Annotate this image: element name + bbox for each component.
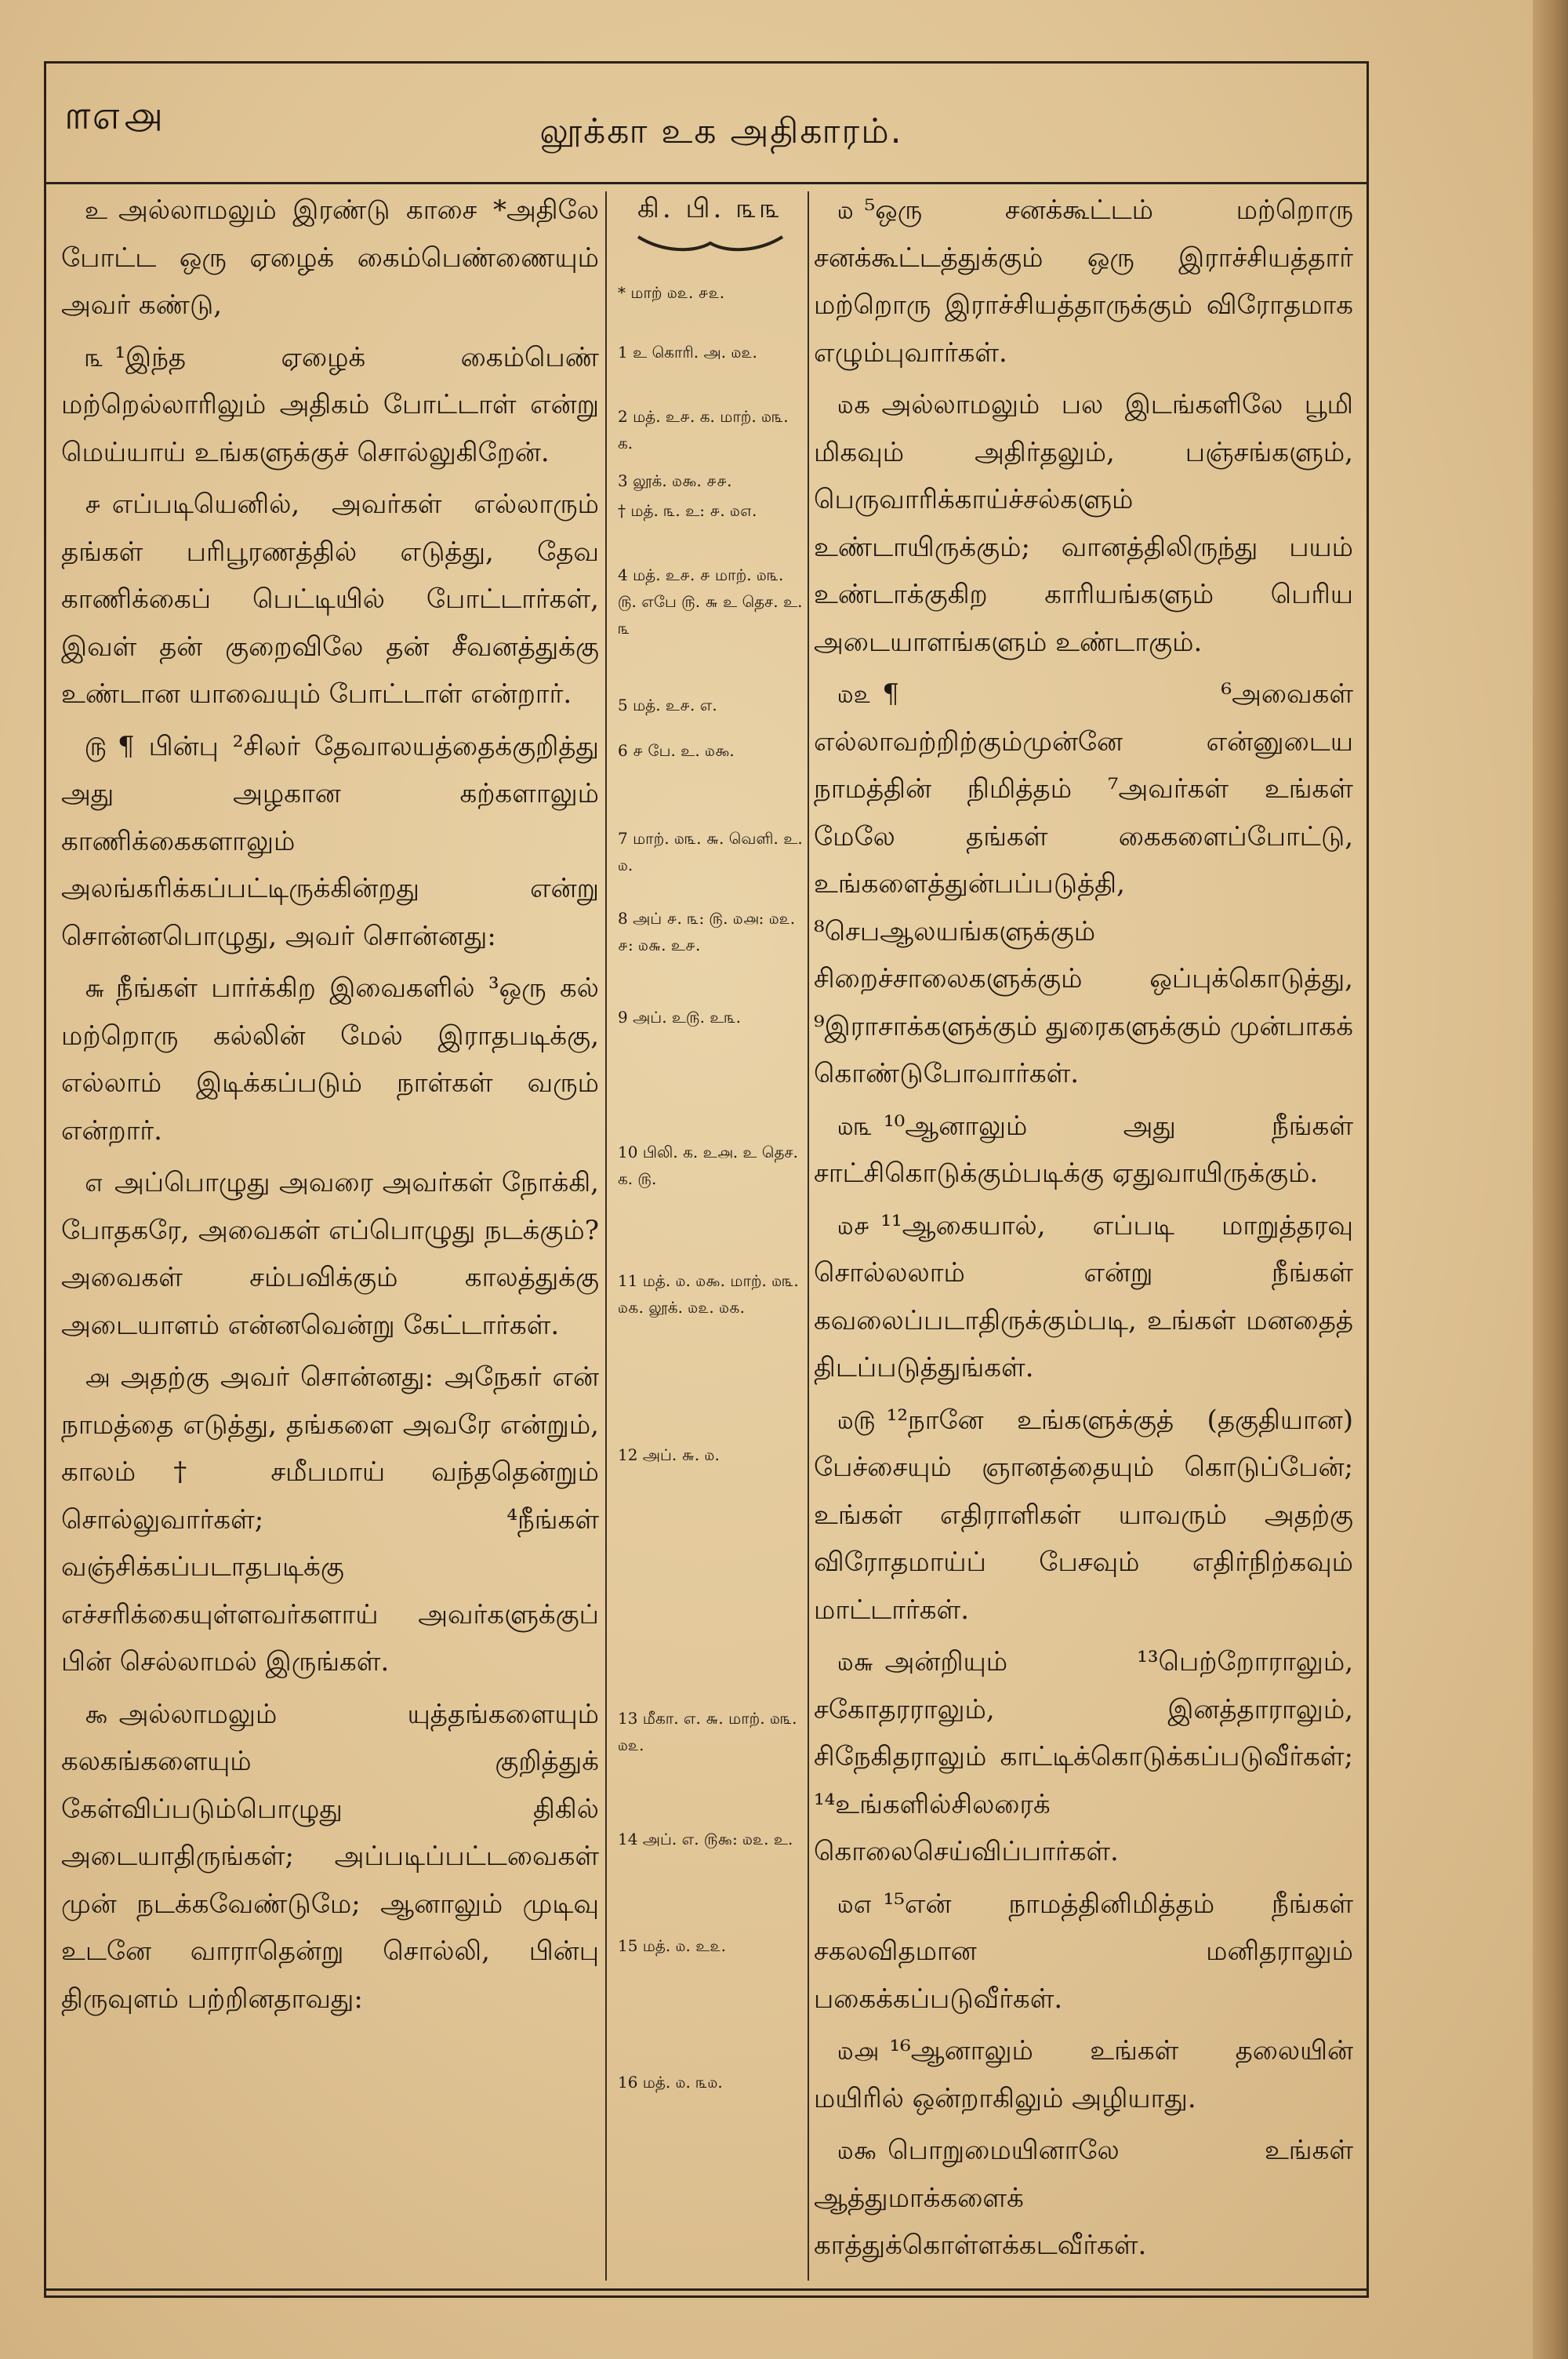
left-text-column bbox=[61, 187, 599, 2027]
verse-number: ௩ bbox=[85, 342, 104, 373]
verse bbox=[814, 1881, 1353, 2023]
era-heading: கி. பி. ௩௩ bbox=[637, 193, 783, 224]
verse-text: பொறுமையினாலே உங்கள் ஆத்துமாக்களைக் காத்துக்கொள்ளக்கடவீர்கள். bbox=[814, 2135, 1353, 2261]
verse bbox=[814, 1202, 1353, 1392]
verse-text: நீங்கள் பார்க்கிற இவைகளில் ³ஒரு கல் மற்றொரு கல்லின் மேல் இராதபடிக்கு, எல்லாம் இடிக்கப்படும் நாள்கள் வரும் என்றார். bbox=[61, 972, 599, 1147]
reference-note: 1 உ கொரி. அ. ௰௨. bbox=[618, 343, 757, 362]
verse-number: ௯ bbox=[85, 1699, 108, 1729]
verse-number: ௰௨ bbox=[837, 679, 872, 709]
verse-text: ¹⁶ஆனாலும் உங்கள் தலையின் மயிரில் ஒன்றாகிலும் அழியாது. bbox=[814, 2035, 1353, 2114]
verse-text: அல்லாமலும் இரண்டு காசை *அதிலே போட்ட ஒரு ஏழைக் கைம்பெண்ணையும் அவர் கண்டு, bbox=[61, 194, 599, 321]
verse bbox=[61, 723, 599, 961]
bottom-rule bbox=[44, 2288, 1369, 2291]
verse bbox=[814, 2127, 1353, 2270]
verse bbox=[814, 1397, 1353, 1634]
verse bbox=[814, 671, 1353, 1098]
running-head: லூக்கா உக அதிகாரம். bbox=[539, 111, 903, 151]
verse bbox=[61, 481, 599, 718]
verse-text: ¹⁰ஆனாலும் அது நீங்கள் சாட்சிகொடுக்கும்படிக்கு ஏதுவாயிருக்கும். bbox=[814, 1110, 1353, 1189]
reference-note: 9 அப். உ௫. உ௩. bbox=[618, 1008, 742, 1027]
verse-number: ௰௪ bbox=[837, 1210, 870, 1241]
verse-number: உ bbox=[85, 195, 108, 225]
reference-note: 16 மத். ௰. ௩௰. bbox=[618, 2073, 723, 2092]
reference-note: 8 அப் ௪. ௩: ௫. ௰௮: ௰௨. ௪: ௰௬. உ௪. bbox=[618, 909, 796, 954]
reference-note: 2 மத். உ௪. க. மாற். ௰௩. க. bbox=[618, 407, 789, 453]
reference-note: 6 ௪ பே. உ. ௰௯. bbox=[618, 741, 735, 760]
verse-text: ¹⁵என் நாமத்தினிமித்தம் நீங்கள் சகலவிதமான மனிதராலும் பகைக்கப்படுவீர்கள். bbox=[814, 1888, 1353, 2015]
reference-note: † மத். ௩. உ: ௪. ௰௭. bbox=[618, 501, 757, 520]
column-divider-right bbox=[808, 191, 809, 2281]
verse-number: ௰௮ bbox=[837, 2036, 879, 2066]
reference-note: 3 லூக். ௰௯. ௪௪. bbox=[618, 471, 732, 490]
verse-number: ௰௧ bbox=[837, 390, 871, 420]
verse-number: ௰௭ bbox=[837, 1888, 873, 1919]
reference-note: 14 அப். எ. ௫௯: ௰௨. உ. bbox=[618, 1830, 793, 1848]
verse-text: அன்றியும் ¹³பெற்றோராலும், சகோதரராலும், இனத்தாராலும், சிநேகிதராலும் காட்டிக்கொடுக்கப்படுவீர்கள்; ¹⁴உங்களில்சிலரைக் கொலைசெய்விப்பார்கள். bbox=[814, 1646, 1353, 1867]
reference-note: 12 அப். ௬. ௰. bbox=[618, 1445, 720, 1464]
verse-text: ¹இந்த ஏழைக் கைம்பெண் மற்றெல்லாரிலும் அதிகம் போட்டாள் என்று மெய்யாய் உங்களுக்குச் சொல்லுகிறேன். bbox=[61, 341, 599, 468]
verse-number: ௬ bbox=[85, 973, 105, 1003]
verse-text: அப்பொழுது அவரை அவர்கள் நோக்கி, போதகரே, அவைகள் எப்பொழுது நடக்கும்? அவைகள் சம்பவிக்கும் காலத்துக்கு அடையாளம் என்னவென்று கேட்டார்கள். bbox=[61, 1167, 599, 1341]
verse bbox=[814, 381, 1353, 666]
verse bbox=[61, 334, 599, 477]
verse-text: அதற்கு அவர் சொன்னது: அநேகர் என் நாமத்தை எடுத்து, தங்களை அவரே என்றும், காலம்† சமீபமாய் வந்ததென்றும் சொல்லுவார்கள்; ⁴நீங்கள் வஞ்சிக்கப்படாதபடிக்கு எச்சரிக்கையுள்ளவர்களாய் அவர்களுக்குப் பின் செல்லாமல் இருங்கள். bbox=[61, 1361, 599, 1677]
verse-text: ¹²நானே உங்களுக்குத் (தகுதியான) பேச்சையும் ஞானத்தையும் கொடுப்பேன்; உங்கள் எதிராளிகள் யாவரும் அதற்கு விரோதமாய்ப் பேசவும் எதிர்நிற்கவும் மாட்டார்கள். bbox=[814, 1404, 1353, 1626]
reference-note: 11 மத். ௰. ௰௯. மாற். ௰௩. ௰௧. லூக். ௰௨. ௰௧. bbox=[618, 1271, 799, 1317]
verse-number: ௮ bbox=[85, 1362, 110, 1392]
verse bbox=[814, 187, 1353, 376]
reference-note: 10 பிலி. க. உ௮. உ தெச. க. ௫. bbox=[618, 1143, 798, 1188]
verse-number: ௰௩ bbox=[837, 1110, 873, 1141]
reference-note: * மாற் ௰௨. ௪௨. bbox=[618, 283, 725, 302]
reference-note: 4 மத். உ௪. ௪ மாற். ௰௩. ௫. எபே ௫. ௬ உ தெச. உ. ௩ bbox=[618, 565, 803, 638]
verse bbox=[814, 2027, 1353, 2122]
right-text-column bbox=[814, 187, 1353, 2274]
verse-number: ௰ bbox=[837, 195, 854, 225]
verse-text: ¶ ⁶அவைகள் எல்லாவற்றிற்கும்முன்னே என்னுடைய நாமத்தின் நிமித்தம் ⁷அவர்கள் உங்கள் மேலே தங்கள் கைகளைப்போட்டு, உங்களைத்துன்பப்படுத்தி, ⁸செபஆலயங்களுக்கும் சிறைச்சாலைகளுக்கும் ஒப்புக்கொடுத்து, ⁹இராசாக்களுக்கும் துரைகளுக்கும் முன்பாகக் கொண்டுபோவார்கள். bbox=[814, 678, 1353, 1089]
verse-text: அல்லாமலும் யுத்தங்களையும் கலகங்களையும் குறித்துக் கேள்விப்படும்பொழுது திகில் அடையாதிருங்கள்; அப்படிப்பட்டவைகள் முன் நடக்கவேண்டுமே; ஆனாலும் முடிவு உடனே வாராதென்று சொல்லி, பின்பு திருவுளம் பற்றினதாவது: bbox=[61, 1698, 599, 2015]
verse-text: அல்லாமலும் பல இடங்களிலே பூமி மிகவும் அதிர்தலும், பஞ்சங்களும், பெருவாரிக்காய்ச்சல்களும் உண்டாயிருக்கும்; வானத்திலிருந்து பயம் உண்டாக்குகிற காரியங்களும் பெரிய அடையாளங்களும் உண்டாகும். bbox=[814, 389, 1353, 658]
verse-text: ¶ பின்பு ²சிலர் தேவாலயத்தைக்குறித்து அது அழகான கற்களாலும் காணிக்கைகளாலும் அலங்கரிக்கப்பட்டிருக்கின்றது என்று சொன்னபொழுது, அவர் சொன்னது: bbox=[61, 730, 599, 952]
verse-number: ௰௯ bbox=[837, 2135, 877, 2165]
verse-number: ௭ bbox=[85, 1168, 103, 1198]
verse bbox=[61, 187, 599, 329]
verse bbox=[61, 1354, 599, 1686]
verse bbox=[814, 1103, 1353, 1198]
adjacent-page-edge bbox=[1533, 0, 1568, 2359]
verse-number: ௫ bbox=[85, 731, 107, 761]
reference-note: 15 மத். ௰. உ௨. bbox=[618, 1936, 726, 1955]
verse bbox=[814, 1638, 1353, 1876]
reference-note: 7 மாற். ௰௩. ௬. வெளி. உ. ௰. bbox=[618, 829, 803, 874]
verse-text: ¹¹ஆகையால், எப்படி மாறுத்தரவு சொல்லலாம் என்று நீங்கள் கவலைப்படாதிருக்கும்படி, உங்கள் மனதைத் திடப்படுத்துங்கள். bbox=[814, 1209, 1353, 1383]
verse-number: ௰௫ bbox=[837, 1405, 876, 1435]
reference-note: 5 மத். உ௪. எ. bbox=[618, 696, 717, 714]
column-divider-left bbox=[605, 191, 607, 2281]
verse-number: ௰௬ bbox=[837, 1647, 874, 1677]
verse-text: எப்படியெனில், அவர்கள் எல்லாரும் தங்கள் பரிபூரணத்தில் எடுத்து, தேவ காணிக்கைப் பெட்டியில் போட்டார்கள், இவள் தன் குறைவிலே தன் சீவனத்துக்கு உண்டான யாவையும் போட்டாள் என்றார். bbox=[61, 489, 599, 710]
verse bbox=[61, 965, 599, 1154]
header-rule bbox=[44, 182, 1369, 184]
verse bbox=[61, 1691, 599, 2023]
verse-number: ௪ bbox=[85, 489, 101, 519]
page-number: ௱௭௮ bbox=[64, 93, 164, 138]
ornament-swash bbox=[632, 232, 789, 256]
verse-text: ⁵ஒரு சனக்கூட்டம் மற்றொரு சனக்கூட்டத்துக்கும் ஒரு இராச்சியத்தார் மற்றொரு இராச்சியத்தாருக்கும் விரோதமாக எழும்புவார்கள். bbox=[814, 194, 1353, 369]
verse bbox=[61, 1159, 599, 1349]
reference-note: 13 மீகா. எ. ௬. மாற். ௰௩. ௰௨. bbox=[618, 1709, 797, 1754]
cross-reference-column bbox=[618, 193, 803, 2092]
